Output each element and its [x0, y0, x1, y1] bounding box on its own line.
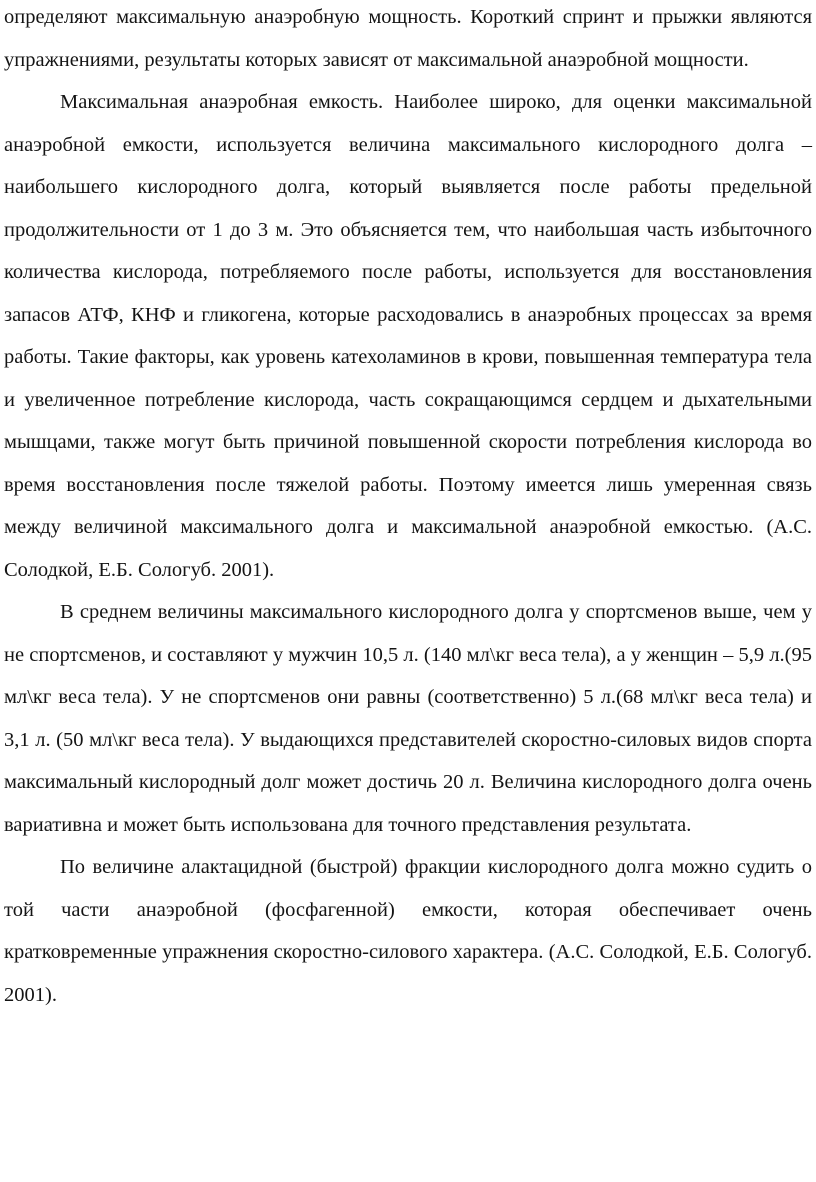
- paragraph-alactic-fraction: По величине алактацидной (быстрой) фракции кислородного долга можно судить о той части анаэробной (фосфагенной) емкости, которая обеспечивает очень кратковременные упражнения скоростно-силового характера. (А.С. Солодкой, Е.Б. Сологуб. 2001).: [4, 856, 812, 1006]
- paragraph-oxygen-debt-values: В среднем величины максимального кислородного долга у спортсменов выше, чем у не спортсменов, и составляют у мужчин 10,5 л. (140 мл\кг веса тела), а у женщин – 5,9 л.(95 мл\кг веса тела). У не спортсменов они равны (соответственно) 5 л.(68 мл\кг веса тела) и 3,1 л. (50 мл\кг веса тела). У выдающихся представителей скоростно-силовых видов спорта максимальный кислородный долг может достичь 20 л. Величина кислородного долга очень вариативна и может быть использована для точного представления результата.: [4, 601, 812, 836]
- paragraph-continuation: определяют максимальную анаэробную мощность. Короткий спринт и прыжки являются упражнениями, результаты которых зависят от максимальной анаэробной мощности.: [4, 6, 812, 71]
- paragraph-max-anaerobic-capacity: Максимальная анаэробная емкость. Наиболее широко, для оценки максимальной анаэробной емкости, используется величина максимального кислородного долга – наибольшего кислородного долга, который выявляется после работы предельной продолжительности от 1 до 3 м. Это объясняется тем, что наибольшая часть избыточного количества кислорода, потребляемого после работы, используется для восстановления запасов АТФ, КНФ и гликогена, которые расходовались в анаэробных процессах за время работы. Такие факторы, как уровень катехоламинов в крови, повышенная температура тела и увеличенное потребление кислорода, часть сокращающимся сердцем и дыхательными мышцами, также могут быть причиной повышенной скорости потребления кислорода во время восстановления после тяжелой работы. Поэтому имеется лишь умеренная связь между величиной максимального долга и максимальной анаэробной емкостью. (А.С. Солодкой, Е.Б. Сологуб. 2001).: [4, 91, 812, 581]
